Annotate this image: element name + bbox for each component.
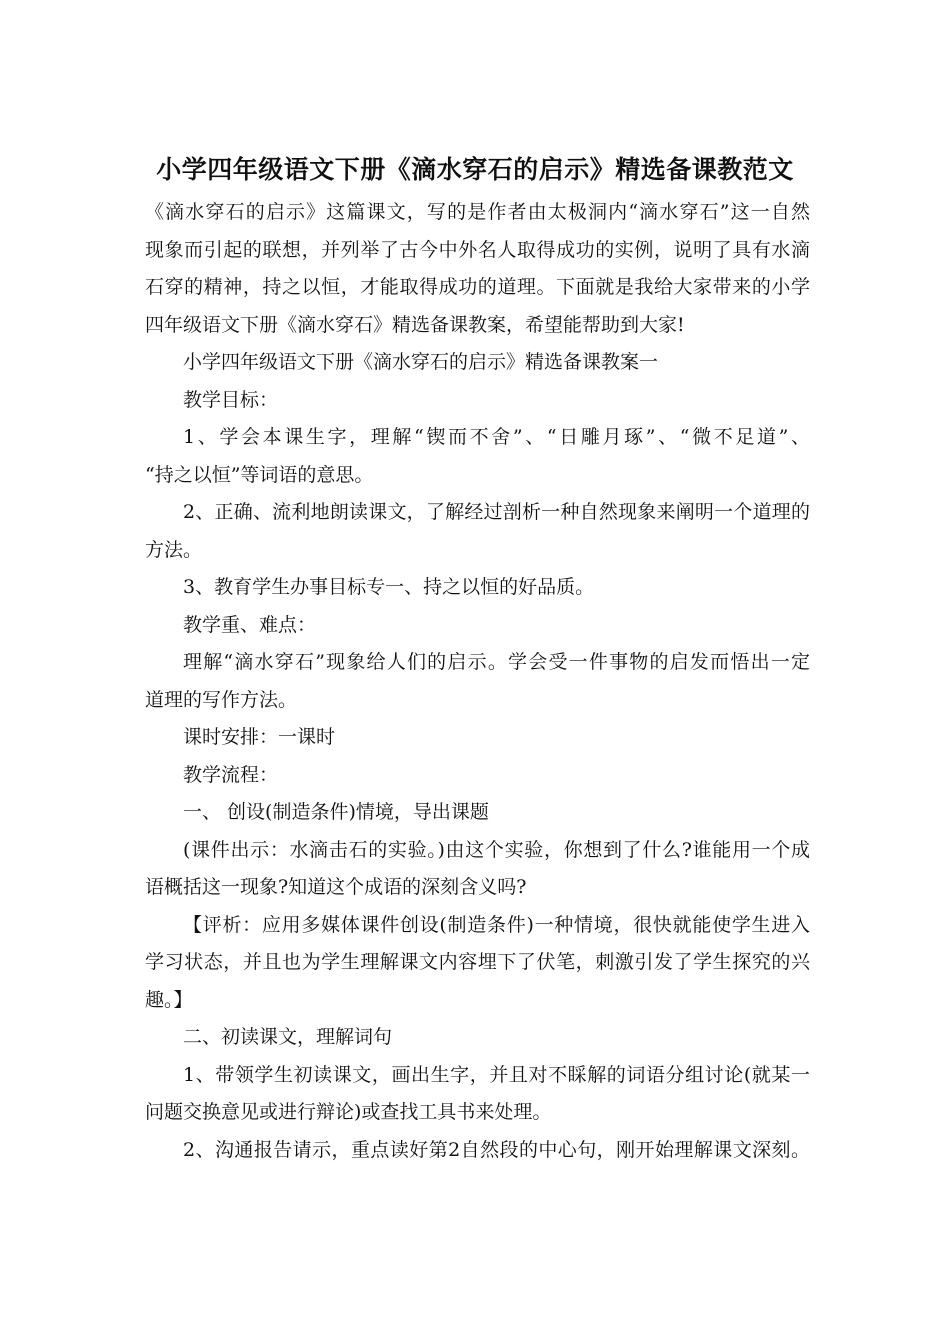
text-line: 【评析：应用多媒体课件创设(制造条件)一种情境，很快就能使学生进入	[183, 913, 810, 936]
text-line: 趣。】	[145, 988, 193, 1011]
text-line: 道理的写作方法。	[145, 688, 298, 711]
text-line: 石穿的精神，持之以恒，才能取得成功的道理。下面就是我给大家带来的小学	[145, 276, 810, 298]
text-line: 小学四年级语文下册《滴水穿石的启示》精选备课教案一	[183, 351, 659, 373]
text-line: 2、正确、流利地朗读课文，了解经过剖析一种自然现象来阐明一个道理的	[183, 501, 810, 523]
text-line: 1、带领学生初读课文，画出生字，并且对不睬解的词语分组讨论(就某一	[183, 1063, 810, 1086]
text-line: 语概括这一现象?知道这个成语的深刻含义吗?	[145, 876, 527, 898]
text-line: 一、 创设(制造条件)情境，导出课题	[183, 801, 489, 823]
text-line: (课件出示：水滴击石的实验。)由这个实验，你想到了什么?谁能用一个成	[183, 838, 810, 861]
text-line: 理解“滴水穿石”现象给人们的启示。学会受一件事物的启发而悟出一定	[183, 651, 810, 673]
text-line: 问题交换意见或进行辩论)或查找工具书来处理。	[145, 1101, 552, 1123]
text-line: 方法。	[145, 538, 203, 561]
document-title: 小学四年级语文下册《滴水穿石的启示》精选备课教范文	[156, 155, 794, 184]
text-line: 1、学会本课生字，理解“锲而不舍”、“日雕月琢”、“微不足道”、	[183, 426, 810, 448]
text-line: 教学目标：	[183, 388, 279, 411]
text-line: 《滴水穿石的启示》这篇课文，写的是作者由太极洞内“滴水穿石”这一自然	[145, 201, 810, 223]
text-line: 教学重、难点：	[183, 613, 317, 636]
text-line: 课时安排：一课时	[183, 726, 336, 748]
text-line: 二、初读课文，理解词句	[183, 1026, 393, 1048]
text-line: 教学流程：	[183, 763, 279, 786]
text-line: “持之以恒”等词语的意思。	[145, 463, 374, 486]
text-line: 3、教育学生办事目标专一、持之以恒的好品质。	[183, 576, 595, 598]
text-line: 四年级语文下册《滴水穿石》精选备课教案，希望能帮助到大家!	[145, 313, 685, 336]
text-line: 学习状态，并且也为学生理解课文内容埋下了伏笔，刺激引发了学生探究的兴	[145, 951, 810, 973]
text-line: 现象而引起的联想，并列举了古今中外名人取得成功的实例，说明了具有水滴	[145, 238, 810, 261]
text-line: 2、沟通报告请示，重点读好第2自然段的中心句，刚开始理解课文深刻。	[183, 1138, 810, 1161]
